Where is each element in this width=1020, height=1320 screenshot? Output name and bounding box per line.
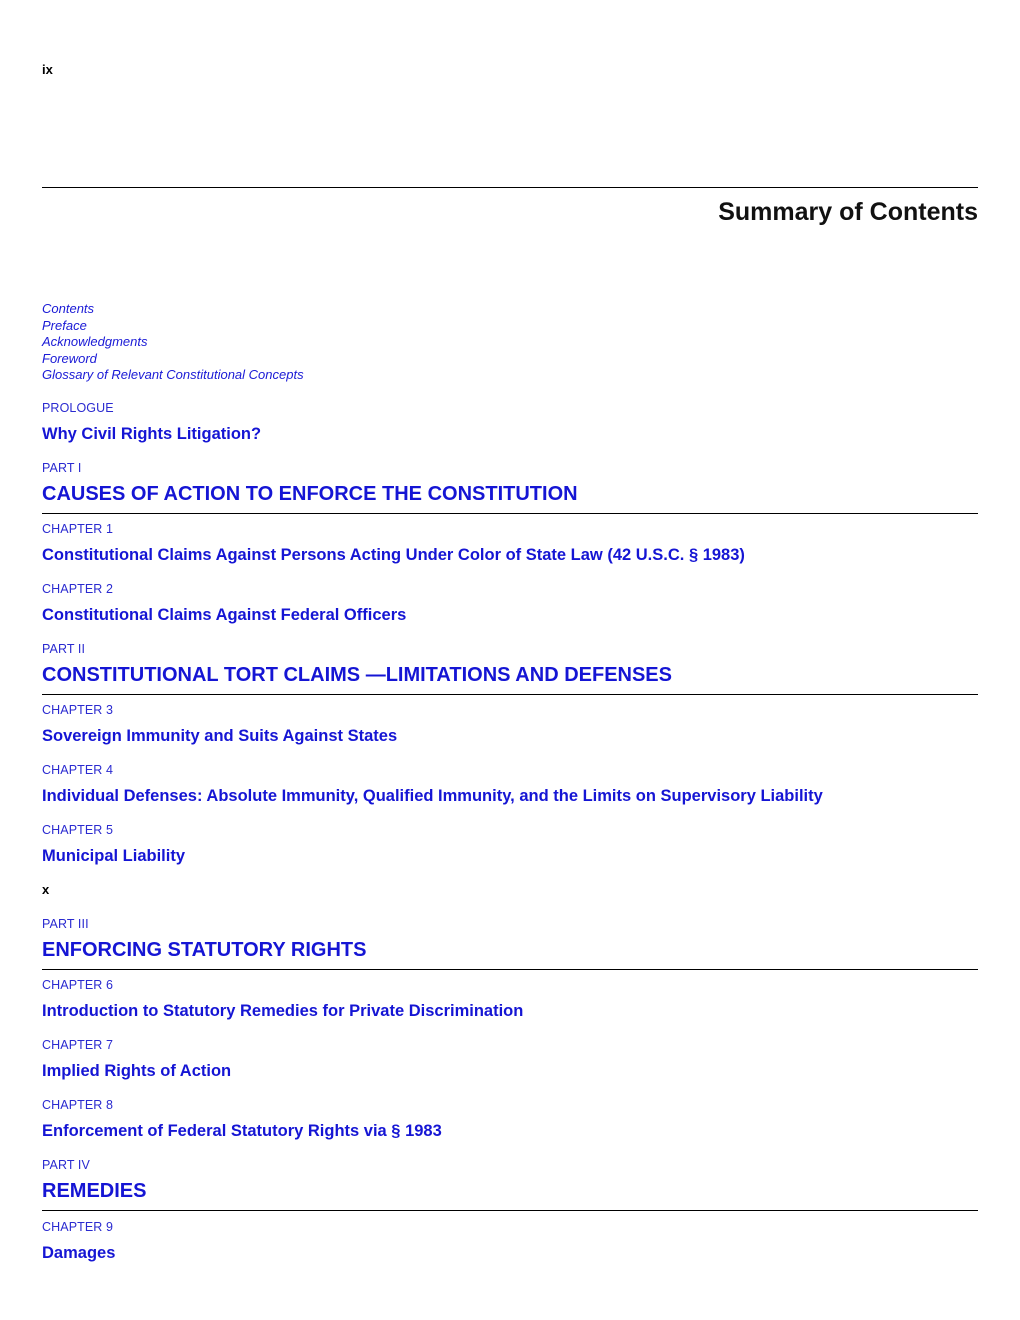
chapter-entry bbox=[42, 581, 978, 626]
front-matter-contents[interactable]: Contents bbox=[42, 301, 95, 316]
front-matter-foreword[interactable]: Foreword bbox=[42, 350, 97, 366]
part-title[interactable]: ENFORCING STATUTORY RIGHTS bbox=[42, 939, 367, 961]
prologue-entry bbox=[42, 400, 978, 445]
page-number-middle: x bbox=[42, 882, 50, 897]
chapter-label: CHAPTER 6 bbox=[42, 978, 114, 992]
prologue-label: PROLOGUE bbox=[42, 401, 114, 415]
chapter-label: CHAPTER 7 bbox=[42, 1038, 114, 1052]
page-number-top: ix bbox=[42, 62, 53, 77]
part-divider bbox=[42, 969, 978, 970]
chapter-title[interactable]: Introduction to Statutory Remedies for Private Discrimination bbox=[42, 1002, 524, 1020]
part-divider bbox=[42, 1210, 978, 1211]
front-matter-glossary[interactable]: Glossary of Relevant Constitutional Concepts bbox=[42, 367, 304, 382]
part-entry bbox=[42, 460, 978, 514]
title-rule bbox=[42, 187, 978, 188]
chapter-title[interactable]: Sovereign Immunity and Suits Against States bbox=[42, 727, 398, 745]
part-label: PART III bbox=[42, 917, 89, 931]
part-entry bbox=[42, 916, 978, 970]
front-matter-preface[interactable]: Preface bbox=[42, 317, 87, 333]
part-title[interactable]: REMEDIES bbox=[42, 1180, 147, 1202]
chapter-entry bbox=[42, 702, 978, 747]
part-entry bbox=[42, 1157, 978, 1211]
chapter-label: CHAPTER 3 bbox=[42, 703, 114, 717]
chapter-entry bbox=[42, 822, 978, 867]
chapter-entry bbox=[42, 977, 978, 1022]
chapter-entry bbox=[42, 1097, 978, 1142]
chapter-title[interactable]: Constitutional Claims Against Persons Acting Under Color of State Law (42 U.S.C. § 1983) bbox=[42, 546, 745, 564]
part-entry bbox=[42, 641, 978, 695]
prologue-title[interactable]: Why Civil Rights Litigation? bbox=[42, 425, 262, 443]
chapter-entry bbox=[42, 1219, 978, 1264]
chapter-title[interactable]: Damages bbox=[42, 1244, 116, 1262]
chapter-title[interactable]: Individual Defenses: Absolute Immunity, Qualified Immunity, and the Limits on Supervisory Liability bbox=[42, 787, 823, 805]
part-title[interactable]: CONSTITUTIONAL TORT CLAIMS —LIMITATIONS AND DEFENSES bbox=[42, 664, 672, 686]
chapter-label: CHAPTER 2 bbox=[42, 582, 114, 596]
chapter-title[interactable]: Constitutional Claims Against Federal Officers bbox=[42, 606, 407, 624]
front-matter-acknowledgments[interactable]: Acknowledgments bbox=[42, 334, 148, 349]
chapter-label: CHAPTER 1 bbox=[42, 522, 114, 536]
chapter-title[interactable]: Enforcement of Federal Statutory Rights via § 1983 bbox=[42, 1122, 442, 1140]
part-label: PART IV bbox=[42, 1158, 90, 1172]
part-label: PART II bbox=[42, 642, 86, 656]
chapter-entry bbox=[42, 1037, 978, 1082]
chapter-label: CHAPTER 9 bbox=[42, 1220, 114, 1234]
part-label: PART I bbox=[42, 461, 82, 475]
part-divider bbox=[42, 513, 978, 514]
chapter-label: CHAPTER 5 bbox=[42, 823, 114, 837]
chapter-title[interactable]: Municipal Liability bbox=[42, 847, 186, 865]
chapter-entry bbox=[42, 521, 978, 566]
chapter-title[interactable]: Implied Rights of Action bbox=[42, 1062, 232, 1080]
part-divider bbox=[42, 694, 978, 695]
chapter-label: CHAPTER 4 bbox=[42, 763, 114, 777]
front-matter-list bbox=[42, 301, 304, 384]
chapter-label: CHAPTER 8 bbox=[42, 1098, 114, 1112]
page-title: Summary of Contents bbox=[718, 198, 978, 226]
chapter-entry bbox=[42, 762, 978, 807]
part-title[interactable]: CAUSES OF ACTION TO ENFORCE THE CONSTITUTION bbox=[42, 483, 578, 505]
